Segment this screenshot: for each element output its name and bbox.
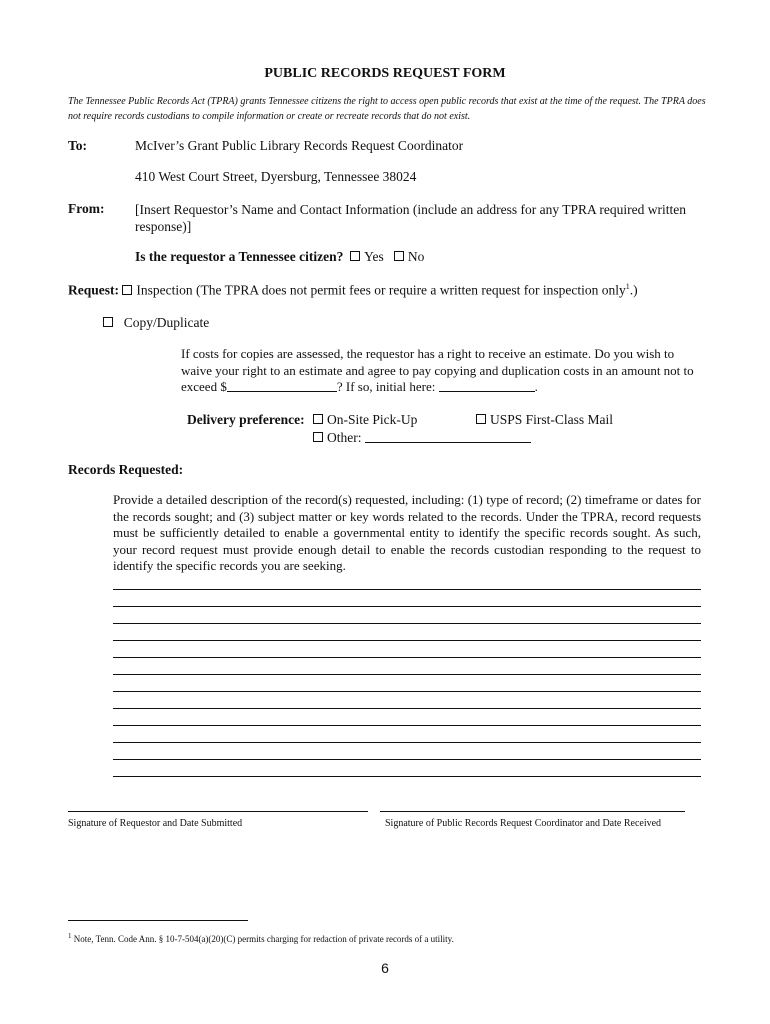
- usps-label: USPS First-Class Mail: [490, 412, 614, 427]
- amount-field[interactable]: [227, 379, 337, 392]
- to-label: To:: [68, 138, 88, 153]
- citizen-question: Is the requestor a Tennessee citizen?: [135, 249, 344, 264]
- page-number: 6: [381, 960, 389, 976]
- coordinator-signature-label: Signature of Public Records Request Coordinator and Date Received: [385, 818, 662, 829]
- record-line[interactable]: [113, 674, 701, 675]
- footnote-marker: 1: [68, 932, 72, 940]
- record-line[interactable]: [113, 606, 701, 607]
- onsite-checkbox[interactable]: [313, 414, 323, 424]
- yes-checkbox[interactable]: [350, 251, 360, 261]
- records-description: Provide a detailed description of the record(s) requested, including: (1) type of record; (2) timeframe or dates for the records sought; and (3) subject matter or key words related to the records. Under the TPRA, record requests must be sufficiently detailed to enable a governmental entity to identify the specific records sought. As such, your record request must provide enough detail to enable the records custodian responding to the request to identify the specific records you are seeking.: [113, 492, 701, 573]
- other-checkbox[interactable]: [313, 432, 323, 442]
- request-row: [68, 282, 638, 299]
- from-label: From:: [68, 201, 105, 216]
- requestor-signature-label: Signature of Requestor and Date Submitted: [68, 818, 243, 829]
- inspection-label: Inspection (The TPRA does not permit fees or require a written request for inspection only: [136, 282, 626, 298]
- record-line[interactable]: [113, 776, 701, 777]
- footnote-text: Note, Tenn. Code Ann. § 10-7-504(a)(20)(C) permits charging for redaction of private records of a utility.: [71, 934, 454, 944]
- cost-text-3: .: [534, 379, 538, 394]
- copy-checkbox[interactable]: [103, 317, 113, 327]
- delivery-label: Delivery preference:: [187, 412, 305, 427]
- citizen-question-row: [135, 249, 424, 265]
- cost-text-2: ? If so, initial here:: [336, 379, 439, 394]
- record-line[interactable]: [113, 691, 701, 692]
- cost-estimate-text: [181, 346, 701, 396]
- record-line[interactable]: [113, 708, 701, 709]
- footnote-rule: [68, 920, 248, 921]
- yes-label: Yes: [364, 249, 384, 264]
- request-label: Request:: [68, 282, 119, 298]
- form-title: PUBLIC RECORDS REQUEST FORM: [264, 66, 506, 81]
- inspection-checkbox[interactable]: [122, 285, 132, 295]
- records-label: Records Requested:: [68, 462, 184, 477]
- copy-row: [103, 315, 209, 331]
- other-option: [313, 430, 531, 446]
- no-checkbox[interactable]: [394, 251, 404, 261]
- to-address: 410 West Court Street, Dyersburg, Tennessee 38024: [135, 169, 417, 184]
- onsite-option: [313, 412, 417, 428]
- from-field[interactable]: [Insert Requestor’s Name and Contact Information (include an address for any TPRA required written response)]: [135, 202, 686, 234]
- record-line[interactable]: [113, 623, 701, 624]
- footnote: [68, 932, 454, 944]
- copy-label: Copy/Duplicate: [123, 315, 210, 330]
- record-line[interactable]: [113, 759, 701, 760]
- record-line[interactable]: [113, 657, 701, 658]
- usps-option: [476, 412, 613, 428]
- onsite-label: On-Site Pick-Up: [327, 412, 418, 427]
- coordinator-signature-line[interactable]: [380, 811, 685, 812]
- footnote-ref: 1: [625, 282, 630, 291]
- record-line[interactable]: [113, 725, 701, 726]
- cost-text-1: If costs for copies are assessed, the requestor has a right to receive an estimate. Do you wish to waive your right to an estimate and agree to pay copying and duplication costs in an amount not to exceed $: [181, 346, 694, 394]
- record-line[interactable]: [113, 589, 701, 590]
- usps-checkbox[interactable]: [476, 414, 486, 424]
- requestor-signature-line[interactable]: [68, 811, 368, 812]
- record-line[interactable]: [113, 742, 701, 743]
- record-line[interactable]: [113, 640, 701, 641]
- to-recipient: McIver’s Grant Public Library Records Request Coordinator: [135, 138, 464, 153]
- intro-text: The Tennessee Public Records Act (TPRA) grants Tennessee citizens the right to access open public records that exist at the time of the request. The TPRA does not require records custodians to compile information or create or recreate records that do not exist.: [68, 96, 706, 122]
- other-label: Other:: [327, 430, 365, 445]
- no-label: No: [407, 249, 425, 264]
- initial-field[interactable]: [439, 379, 535, 392]
- other-field[interactable]: [365, 430, 531, 443]
- inspection-end: .): [629, 282, 638, 298]
